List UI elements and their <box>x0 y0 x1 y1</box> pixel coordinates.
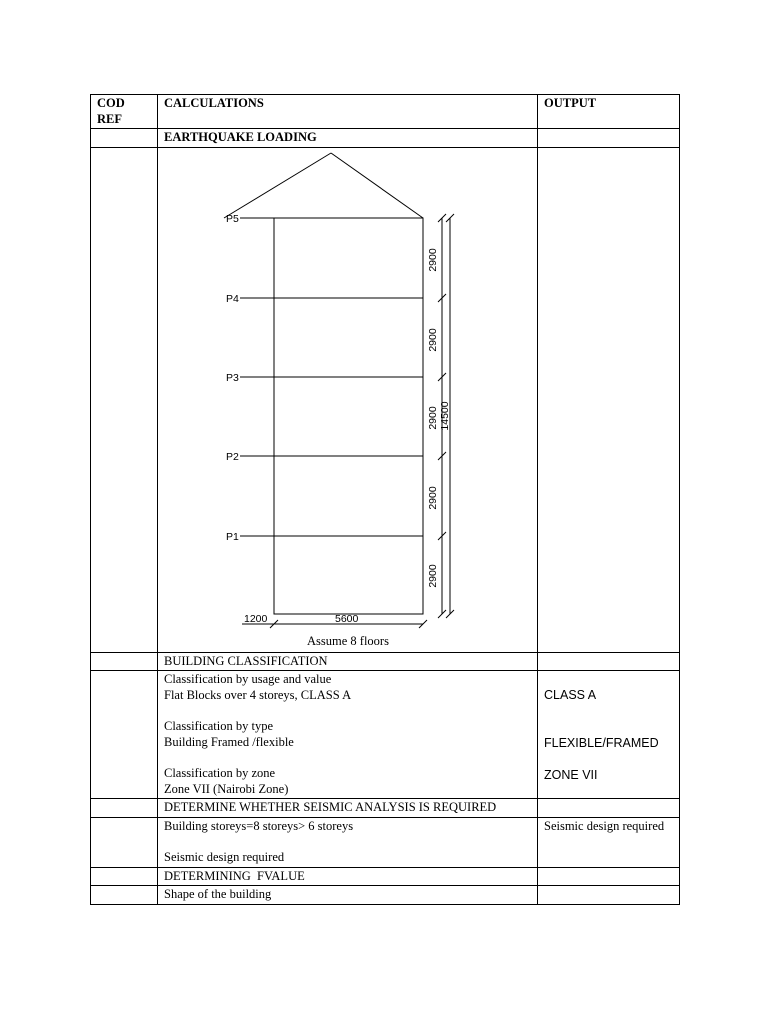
fvalue-shape: Shape of the building <box>158 886 538 905</box>
floor-label-p2: P2 <box>226 450 239 463</box>
seismic-output: Seismic design required <box>538 817 680 867</box>
seismic-title: DETERMINE WHETHER SEISMIC ANALYSIS IS REQUIRED <box>158 799 538 818</box>
fvalue-shape-row <box>91 886 680 905</box>
storey-dim-5: 2900 <box>427 247 439 272</box>
header-calculations: CALCULATIONS <box>158 95 538 129</box>
type-output: FLEXIBLE/FRAMED <box>544 735 659 750</box>
storey-dim-3: 2900 <box>427 405 439 430</box>
elevation-svg <box>158 148 538 652</box>
building-outline <box>274 218 423 614</box>
type-value: Building Framed /flexible <box>164 734 294 749</box>
zone-label: Classification by zone <box>164 766 276 780</box>
floor-label-p4: P4 <box>226 292 239 305</box>
offset-dim: 1200 <box>244 612 268 625</box>
zone-output: ZONE VII <box>544 768 598 782</box>
fvalue-title: DETERMINING FVALUE <box>158 867 538 886</box>
storey-dim-2: 2900 <box>427 485 439 510</box>
storey-dim-1: 2900 <box>427 563 439 588</box>
seismic-conclusion: Seismic design required <box>164 850 285 864</box>
roof-left-line <box>224 153 331 218</box>
earthquake-title-row <box>91 129 680 148</box>
seismic-storeys: Building storeys=8 storeys> 6 storeys <box>164 818 354 833</box>
usage-output: CLASS A <box>544 688 597 702</box>
roof-right-line <box>331 153 423 218</box>
classification-title-row <box>91 652 680 671</box>
width-dim: 5600 <box>335 612 359 625</box>
classification-body-row <box>91 671 680 799</box>
zone-value: Zone VII (Nairobi Zone) <box>164 781 289 796</box>
usage-value: Flat Blocks over 4 storeys, CLASS A <box>164 687 352 702</box>
floor-label-p3: P3 <box>226 371 239 384</box>
seismic-body-row <box>91 817 680 867</box>
header-output: OUTPUT <box>538 95 680 129</box>
type-label: Classification by type <box>164 719 274 733</box>
seismic-title-row <box>91 799 680 818</box>
earthquake-title: EARTHQUAKE LOADING <box>158 129 538 148</box>
header-code-ref: COD REF <box>91 95 158 129</box>
calculation-table <box>90 94 680 905</box>
classification-title: BUILDING CLASSIFICATION <box>158 652 538 671</box>
floor-label-p1: P1 <box>226 530 239 543</box>
building-elevation-drawing <box>158 147 538 652</box>
header-row <box>91 95 680 129</box>
usage-label: Classification by usage and value <box>164 672 332 686</box>
floor-label-p5: P5 <box>226 212 239 225</box>
drawing-row <box>91 147 680 652</box>
drawing-caption: Assume 8 floors <box>307 633 389 648</box>
fvalue-title-row <box>91 867 680 886</box>
total-height-dim: 14500 <box>439 400 451 431</box>
storey-dim-4: 2900 <box>427 327 439 352</box>
